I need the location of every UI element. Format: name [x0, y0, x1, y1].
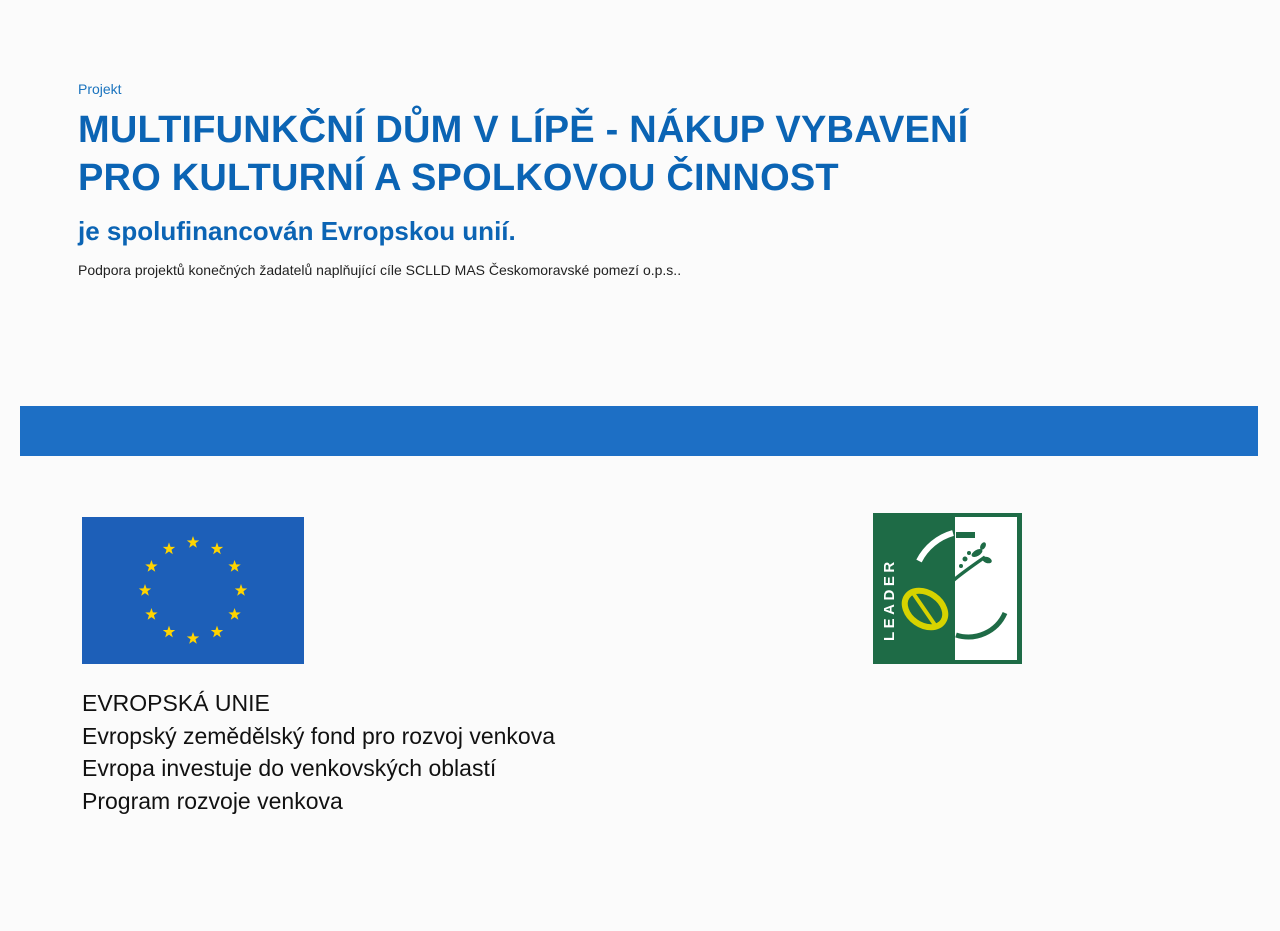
- cofinanced-statement: je spolufinancován Evropskou unií.: [78, 216, 516, 246]
- leader-logo-icon: [873, 513, 1022, 664]
- project-title: [78, 106, 968, 202]
- project-title-line-2: PRO KULTURNÍ A SPOLKOVOU ČINNOST: [78, 157, 839, 199]
- leader-logo-text: LEADER: [881, 558, 898, 641]
- blue-band-divider: [20, 406, 1258, 456]
- eu-text-line-1: EVROPSKÁ UNIE: [82, 690, 270, 716]
- support-statement: Podpora projektů konečných žadatelů naplňující cíle SCLLD MAS Českomoravské pomezí o.p.s..: [78, 262, 682, 278]
- eu-text-line-2: Evropský zemědělský fond pro rozvoj venkova: [82, 722, 555, 749]
- project-title-line-1: MULTIFUNKČNÍ DŮM V LÍPĚ - NÁKUP VYBAVENÍ: [78, 109, 969, 151]
- eu-flag-icon: [82, 517, 304, 664]
- eu-funding-text: [82, 687, 555, 817]
- eu-text-line-3: Evropa investuje do venkovských oblastí: [82, 755, 497, 781]
- eu-text-line-4: Program rozvoje venkova: [82, 787, 343, 814]
- project-label: Projekt: [78, 81, 122, 97]
